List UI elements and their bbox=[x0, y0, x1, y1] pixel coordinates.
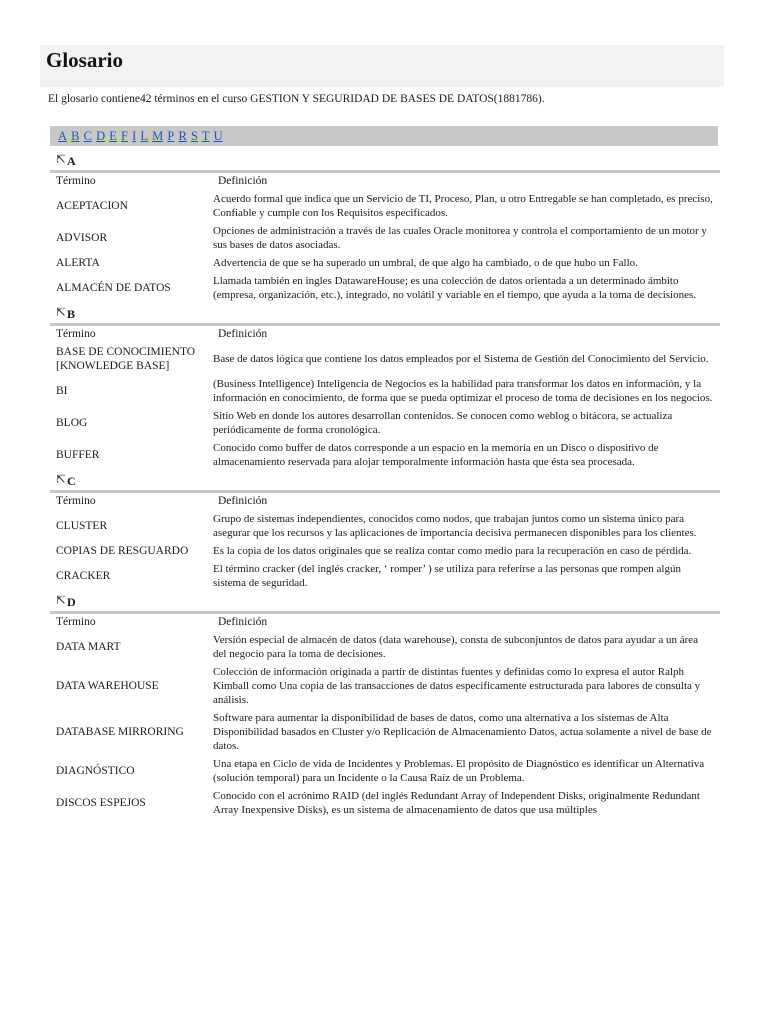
glossary-term: BLOG bbox=[56, 417, 88, 429]
title-bar bbox=[40, 45, 724, 87]
glossary-term: BASE DE CONOCIMIENTO [KNOWLEDGE BASE] bbox=[56, 346, 196, 372]
term-column-header: Término bbox=[56, 328, 96, 340]
alphabet-link-t[interactable]: T bbox=[201, 129, 210, 143]
glossary-definition: Es la copia de los datos originales que se realiza contar como medio para la recuperación en caso de pérdida. bbox=[213, 545, 692, 557]
glossary-entry bbox=[50, 190, 720, 222]
term-column-header: Término bbox=[56, 495, 96, 507]
up-left-arrow-icon[interactable]: ⇱ bbox=[56, 305, 67, 319]
glossary-term: DATABASE MIRRORING bbox=[56, 726, 184, 738]
section-header-d bbox=[50, 592, 720, 614]
glossary-term: DATA WAREHOUSE bbox=[56, 680, 159, 692]
alphabet-link-d[interactable]: D bbox=[96, 129, 106, 143]
glossary-definition: Acuerdo formal que indica que un Servicio de TI, Proceso, Plan, u otro Entregable se han completado, es preciso, Confiable y cumple con los Requisitos especificados. bbox=[213, 193, 713, 219]
alphabet-links bbox=[58, 129, 224, 143]
alphabet-link-u[interactable]: U bbox=[213, 129, 223, 143]
glossary-term: ACEPTACION bbox=[56, 200, 128, 212]
section-header-b bbox=[50, 304, 720, 326]
alphabet-link-s[interactable]: S bbox=[190, 129, 198, 143]
alphabet-link-b[interactable]: B bbox=[71, 129, 80, 143]
glossary-definition: El término cracker (del inglés cracker, ‘ romper’ ) se utiliza para referirse a las personas que rompen algún sistema de seguridad. bbox=[213, 563, 681, 589]
glossary-definition: Grupo de sistemas independientes, conocidos como nodos, que trabajan juntos como un sistema único para asegurar que los recursos y las aplicaciones de importancia decisiva permanecen disponibles para los clientes. bbox=[213, 513, 697, 539]
column-header-row bbox=[50, 614, 720, 631]
glossary-entry bbox=[50, 222, 720, 254]
glossary-definition: Software para aumentar la disponibilidad de bases de datos, como una alternativa a los sistemas de Alta Disponibilidad basados en Cluster y/o Replicación de Almacenamiento Datos, actua solamente a nivel de base de datos. bbox=[213, 712, 712, 752]
glossary-term: DIAGNÓSTICO bbox=[56, 765, 135, 777]
glossary-entry bbox=[50, 709, 720, 755]
glossary-entry bbox=[50, 510, 720, 542]
column-header-row bbox=[50, 173, 720, 190]
glossary-term: BUFFER bbox=[56, 449, 100, 461]
glossary-entry bbox=[50, 560, 720, 592]
glossary-definition: Una etapa en Ciclo de vida de Incidentes y Problemas. El propósito de Diagnóstico es identificar un Alternativa (solución temporal) para un Incidente o la Causa Raíz de un Problema. bbox=[213, 758, 705, 784]
glossary-entry bbox=[50, 407, 720, 439]
section-header-c bbox=[50, 471, 720, 493]
up-left-arrow-icon[interactable]: ⇱ bbox=[56, 152, 67, 166]
definition-column-header: Definición bbox=[218, 495, 268, 507]
glossary-entry bbox=[50, 787, 720, 819]
alphabet-link-l[interactable]: L bbox=[140, 129, 149, 143]
alphabet-link-c[interactable]: C bbox=[83, 129, 92, 143]
glossary-term: ADVISOR bbox=[56, 232, 108, 244]
alphabet-link-r[interactable]: R bbox=[178, 129, 187, 143]
glossary-definition: Opciones de administración a través de las cuales Oracle monitorea y controla el comportamiento de un motor y sus bases de datos asociadas. bbox=[213, 225, 707, 251]
glossary-definition: (Business Intelligence) Inteligencia de Negocios es la habilidad para transformar los datos en información, y la información en conocimiento, de forma que se pueda optimizar el proceso de toma de decisiones en los negocios. bbox=[213, 378, 713, 404]
definition-column-header: Definición bbox=[218, 175, 268, 187]
glossary-term: DISCOS ESPEJOS bbox=[56, 797, 146, 809]
section-letter: D bbox=[67, 595, 76, 609]
glossary-entry bbox=[50, 343, 720, 375]
glossary-list bbox=[50, 151, 720, 819]
glossary-term: CLUSTER bbox=[56, 520, 108, 532]
definition-column-header: Definición bbox=[218, 328, 268, 340]
section-letter: B bbox=[67, 307, 76, 321]
glossary-term: BI bbox=[56, 385, 68, 397]
alphabet-link-e[interactable]: E bbox=[109, 129, 117, 143]
glossary-intro: El glosario contiene42 términos en el curso GESTION Y SEGURIDAD DE BASES DE DATOS(1881786). bbox=[48, 93, 545, 105]
alphabet-link-i[interactable]: I bbox=[132, 129, 137, 143]
glossary-definition: Sitio Web en donde los autores desarrollan contenidos. Se conocen como weblog o bitácora, se actualiza periódicamente de forma cronológica. bbox=[213, 410, 673, 436]
alphabet-link-a[interactable]: A bbox=[58, 129, 68, 143]
section-letter: C bbox=[67, 474, 76, 488]
alphabet-link-f[interactable]: F bbox=[121, 129, 128, 143]
alphabet-nav-bar bbox=[50, 126, 718, 146]
glossary-definition: Versión especial de almacén de datos (data warehouse), consta de subconjuntos de datos para ayudar a un área del negocio para la toma de decisiones. bbox=[213, 634, 699, 660]
glossary-entry bbox=[50, 254, 720, 272]
alphabet-link-p[interactable]: P bbox=[167, 129, 175, 143]
glossary-entry bbox=[50, 439, 720, 471]
glossary-term: ALERTA bbox=[56, 257, 100, 269]
page-title: Glosario bbox=[46, 48, 123, 72]
glossary-term: DATA MART bbox=[56, 641, 121, 653]
glossary-definition: Conocido con el acrónimo RAID (del inglés Redundant Array of Independent Disks, originalmente Redundant Array Inexpensive Disks), es un sistema de almacenamiento de datos que usa múltiples bbox=[213, 790, 700, 816]
glossary-definition: Colección de información originada a partir de distintas fuentes y definidas como lo expresa el autor Ralph Kimball como Una copia de las transacciones de datos específicamente estructurada para labores de consulta y análisis. bbox=[213, 666, 701, 706]
glossary-entry bbox=[50, 755, 720, 787]
glossary-entry bbox=[50, 631, 720, 663]
glossary-definition: Advertencia de que se ha superado un umbral, de que algo ha cambiado, o de que hubo un Fallo. bbox=[213, 257, 638, 269]
glossary-entry bbox=[50, 542, 720, 560]
glossary-term: ALMACÉN DE DATOS bbox=[56, 282, 171, 294]
term-column-header: Término bbox=[56, 175, 96, 187]
section-header-a bbox=[50, 151, 720, 173]
glossary-definition: Base de datos lógica que contiene los datos empleados por el Sistema de Gestión del Conocimiento del Servicio. bbox=[213, 353, 709, 365]
definition-column-header: Definición bbox=[218, 616, 268, 628]
column-header-row bbox=[50, 493, 720, 510]
glossary-entry bbox=[50, 272, 720, 304]
glossary-entry bbox=[50, 663, 720, 709]
up-left-arrow-icon[interactable]: ⇱ bbox=[56, 472, 67, 486]
up-left-arrow-icon[interactable]: ⇱ bbox=[56, 593, 67, 607]
glossary-entry bbox=[50, 375, 720, 407]
glossary-term: CRACKER bbox=[56, 570, 111, 582]
section-letter: A bbox=[67, 154, 76, 168]
glossary-definition: Conocido como buffer de datos corresponde a un espacio en la memoria en un Disco o dispositivo de almacenamiento reservada para alojar temporalmente información hasta que ésta sea procesada. bbox=[213, 442, 659, 468]
glossary-definition: Llamada también en ingles DatawareHouse; es una colección de datos orientada a un determinado ámbito (empresa, organización, etc.), integrado, no volátil y variable en el tiempo, que ayuda a la toma de decisiones. bbox=[213, 275, 697, 301]
column-header-row bbox=[50, 326, 720, 343]
glossary-term: COPIAS DE RESGUARDO bbox=[56, 545, 189, 557]
term-column-header: Término bbox=[56, 616, 96, 628]
alphabet-link-m[interactable]: M bbox=[152, 129, 164, 143]
